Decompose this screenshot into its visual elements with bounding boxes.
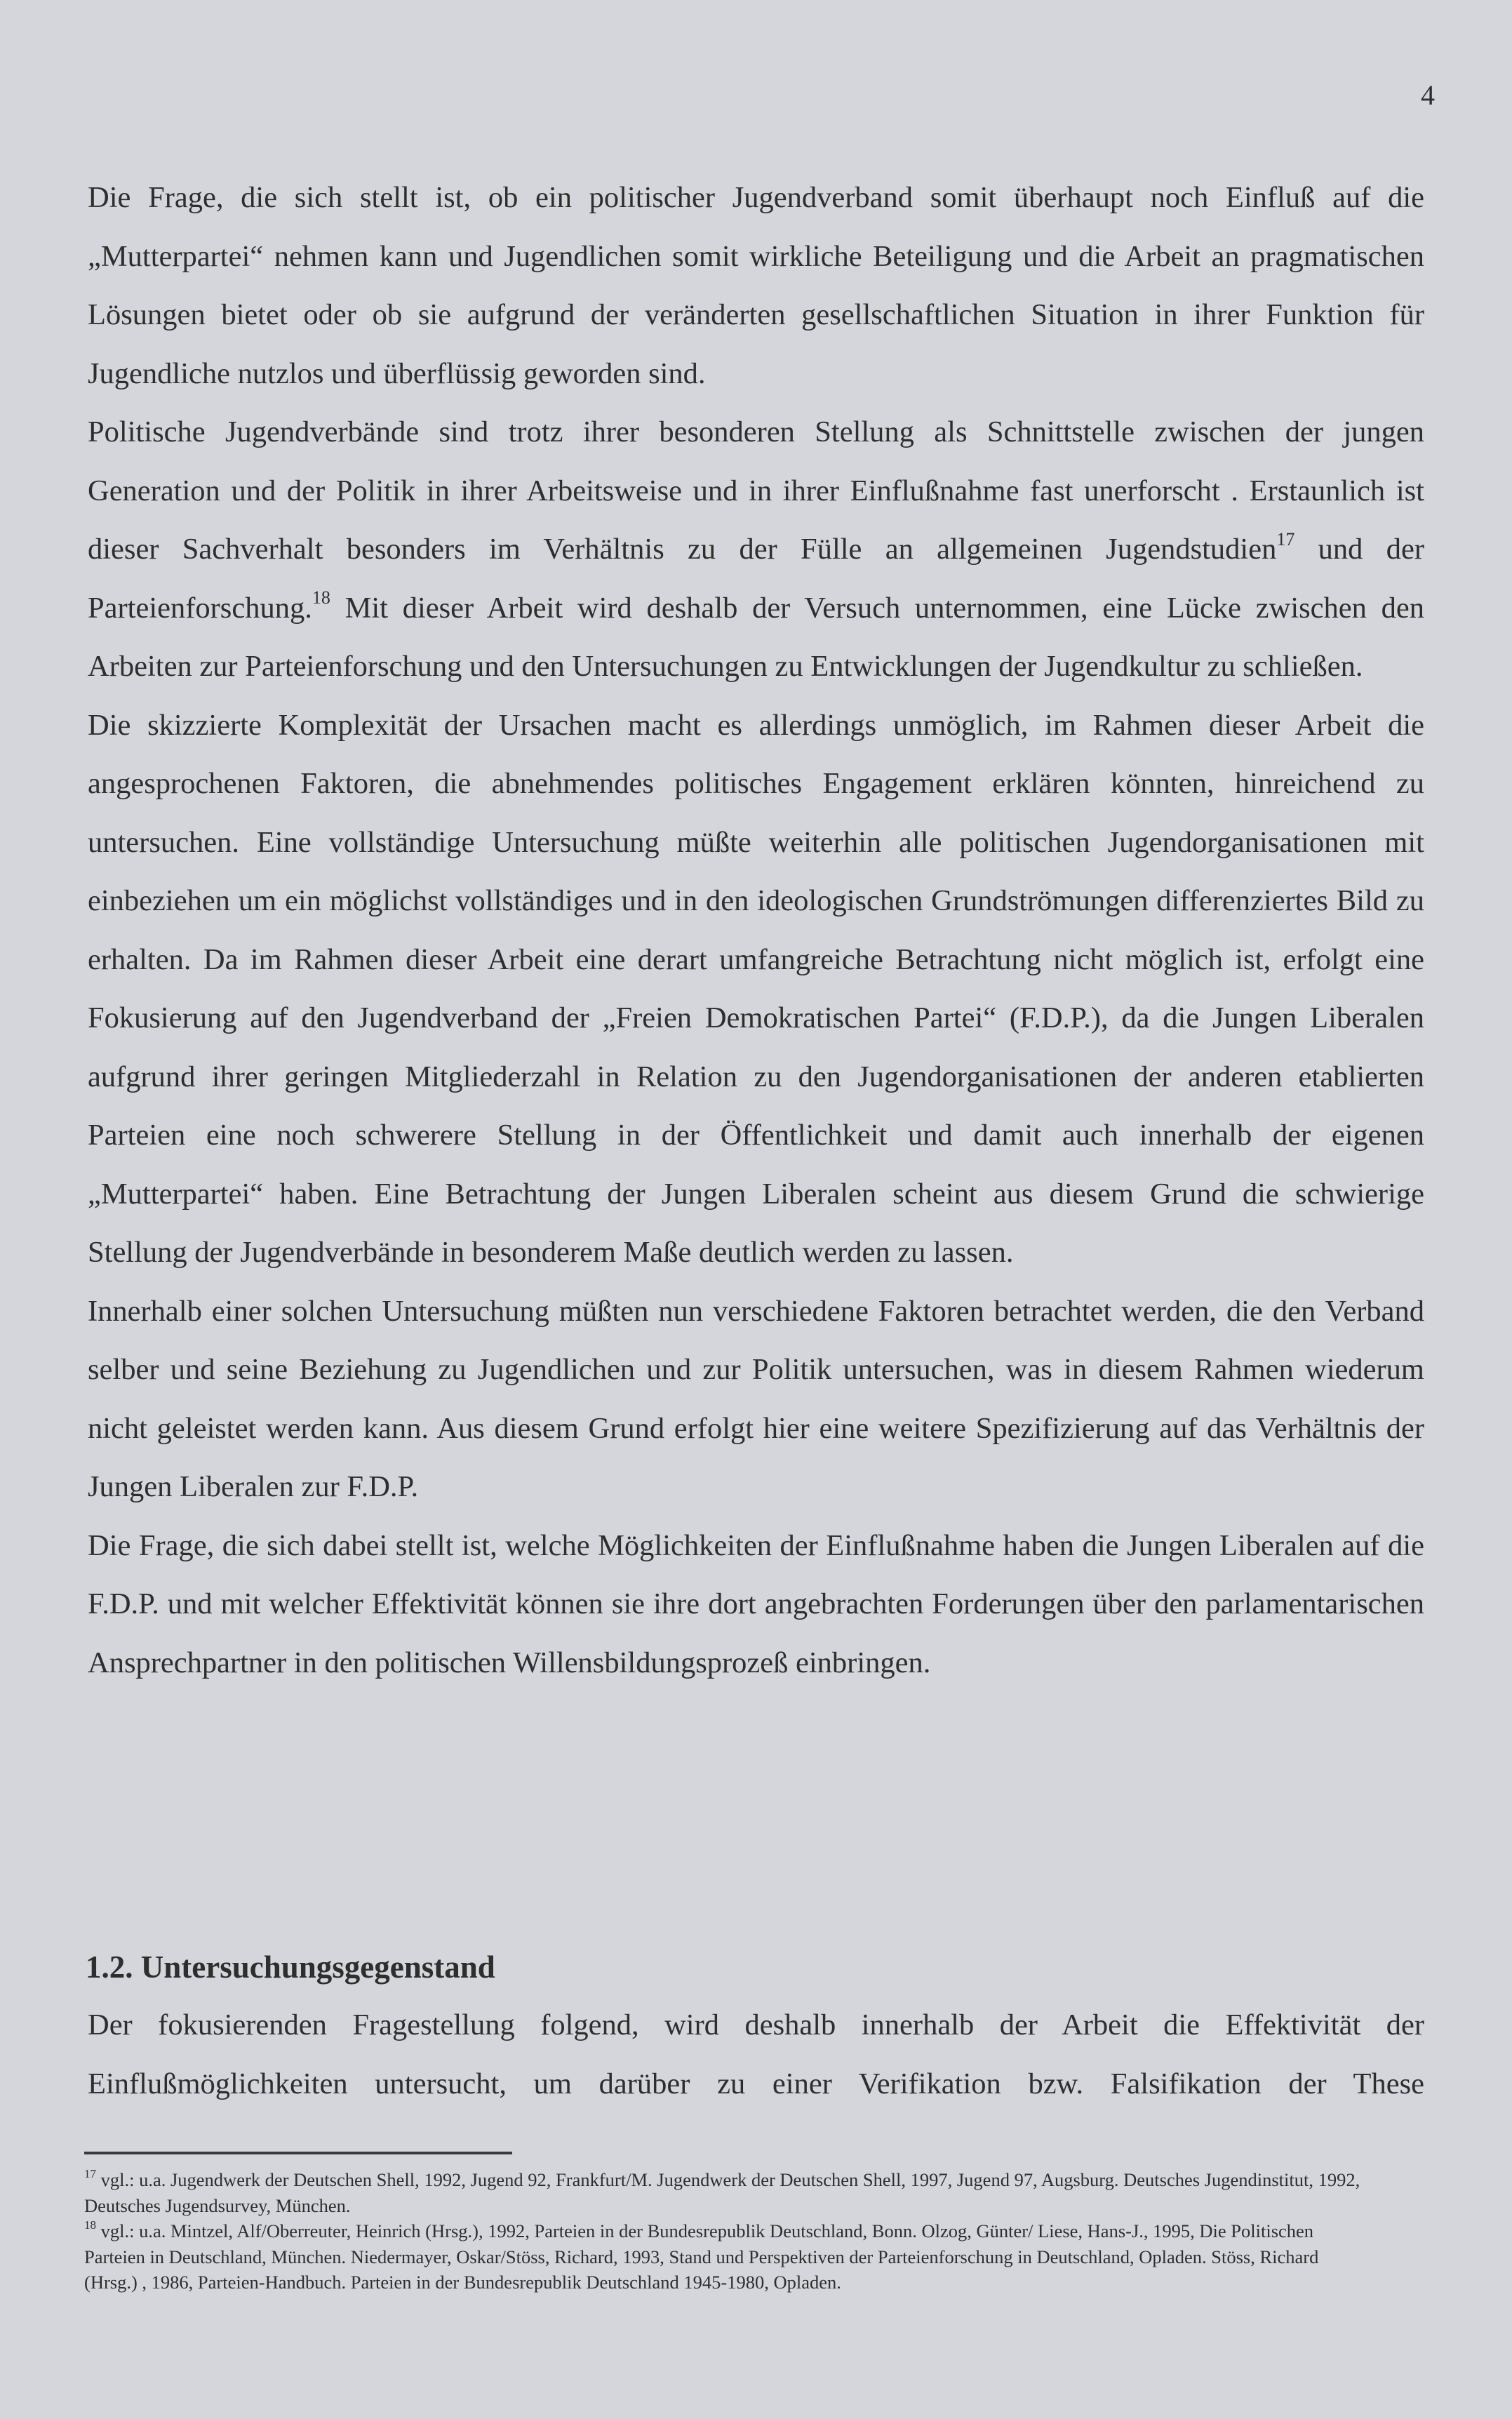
footnote-17 — [84, 2167, 1375, 2218]
paragraph-5: Die Frage, die sich dabei stellt ist, welche Möglichkeiten der Einflußnahme haben die Jungen Liberalen auf die F.D.P. und mit welcher Effektivität können sie ihre dort angebrachten Forderungen über den parlamentarischen Ansprechpartner in den politischen Willensbildungsprozeß einbringen. — [88, 1528, 1424, 1679]
footnote-ref-17[interactable]: 17 — [1276, 528, 1295, 549]
footnote-separator — [84, 2152, 512, 2154]
footnote-text: vgl.: u.a. Jugendwerk der Deutschen Shell, 1992, Jugend 92, Frankfurt/M. Jugendwerk der Deutschen Shell, 1997, Jugend 97, Augsburg. Deutsches Jugendinstitut, 1992, Deutsches Jugendsurvey, München. — [84, 2169, 1360, 2216]
footnote-ref-18[interactable]: 18 — [312, 587, 330, 608]
page-number: 4 — [1421, 79, 1435, 111]
footnote-18 — [84, 2218, 1375, 2295]
footnote-number: 18 — [84, 2218, 96, 2232]
paragraph-3: Die skizzierte Komplexität der Ursachen macht es allerdings unmöglich, im Rahmen dieser Arbeit die angesprochenen Faktoren, die abnehmendes politisches Engagement erklären könnten, hinreichend zu untersuchen. Eine vollständige Untersuchung müßte weiterhin alle politischen Jugendorganisationen mit einbeziehen um ein möglichst vollständiges und in den ideologischen Grundströmungen differenziertes Bild zu erhalten. Da im Rahmen dieser Arbeit eine derart umfangreiche Betrachtung nicht möglich ist, erfolgt eine Fokusierung auf den Jugendverband der „Freien Demokratischen Partei“ (F.D.P.), da die Jungen Liberalen aufgrund ihrer geringen Mitgliederzahl in Relation zu den Jugendorganisationen der anderen etablierten Parteien eine noch schwerere Stellung in der Öffentlichkeit und damit auch innerhalb der eigenen „Mutterpartei“ haben. Eine Betrachtung der Jungen Liberalen scheint aus diesem Grund die schwierige Stellung der Jugendverbände in besonderem Maße deutlich werden zu lassen. — [88, 708, 1424, 1269]
paragraph-2 — [88, 403, 1424, 696]
paragraph-2-part-1: Politische Jugendverbände sind trotz ihrer besonderen Stellung als Schnittstelle zwischen der jungen Generation und der Politik in ihrer Arbeitsweise und in ihrer Einflußnahme fast unerforscht . Erstaunlich ist dieser Sachverhalt besonders im Verhältnis zu der Fülle an allgemeinen Jugendstudien — [88, 415, 1424, 566]
paragraph-4: Innerhalb einer solchen Untersuchung müßten nun verschiedene Faktoren betrachtet werden, die den Verband selber und seine Beziehung zu Jugendlichen und zur Politik untersuchen, was in diesem Rahmen wiederum nicht geleistet werden kann. Aus diesem Grund erfolgt hier eine weitere Spezifizierung auf das Verhältnis der Jungen Liberalen zur F.D.P. — [88, 1294, 1424, 1503]
footnote-text: vgl.: u.a. Mintzel, Alf/Oberreuter, Heinrich (Hrsg.), 1992, Parteien in der Bundesrepublik Deutschland, Bonn. Olzog, Günter/ Liese, Hans-J., 1995, Die Politischen Parteien in Deutschland, München. Niedermayer, Oskar/Stöss, Richard, 1993, Stand und Perspektiven der Parteienforschung in Deutschland, Opladen. Stöss, Richard (Hrsg.) , 1986, Parteien-Handbuch. Parteien in der Bundesrepublik Deutschland 1945-1980, Opladen. — [84, 2220, 1319, 2293]
body-text — [88, 168, 1424, 1692]
section-body — [88, 1996, 1424, 2113]
footnotes — [84, 2167, 1375, 2295]
paragraph-2-part-2: und der Parteienforschung. — [88, 533, 1424, 625]
paragraph-1: Die Frage, die sich stellt ist, ob ein politischer Jugendverband somit überhaupt noch Einfluß auf die „Mutterpartei“ nehmen kann und Jugendlichen somit wirkliche Beteiligung und die Arbeit an pragmatischen Lösungen bietet oder ob sie aufgrund der veränderten gesellschaftlichen Situation in ihrer Funktion für Jugendliche nutzlos und überflüssig geworden sind. — [88, 181, 1424, 390]
paragraph-2-part-3: Mit dieser Arbeit wird deshalb der Versuch unternommen, eine Lücke zwischen den Arbeiten zur Parteienforschung und den Untersuchungen zu Entwicklungen der Jugendkultur zu schließen. — [88, 591, 1424, 683]
section-paragraph: Der fokusierenden Fragestellung folgend, wird deshalb innerhalb der Arbeit die Effektivität der Einflußmöglichkeiten untersucht, um darüber zu einer Verifikation bzw. Falsifikation der These — [88, 2008, 1424, 2100]
footnote-number: 17 — [84, 2167, 96, 2181]
section-heading: 1.2. Untersuchungsgegenstand — [86, 1950, 495, 1985]
